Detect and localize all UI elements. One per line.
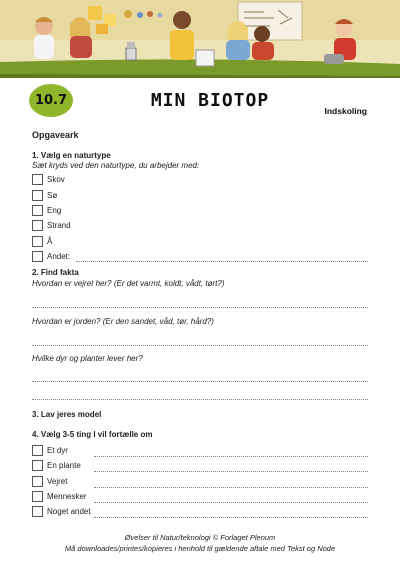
question-animals-plants: Hvilke dyr og planter lever her? — [32, 354, 143, 363]
question-soil: Hvordan er jorden? (Er den sandet, våd, tør, hård?) — [32, 317, 214, 326]
checkbox[interactable] — [32, 220, 43, 231]
option-label: Strand — [47, 221, 71, 230]
option-label: Noget andet — [47, 507, 91, 516]
option-strand[interactable] — [32, 219, 71, 232]
option-mennesker[interactable] — [32, 490, 87, 503]
answer-line[interactable] — [94, 456, 368, 457]
header-illustration — [0, 0, 400, 78]
checkbox[interactable] — [32, 174, 43, 185]
section-1-instruction: Sæt kryds ved den naturtype, du arbejder med: — [32, 161, 200, 170]
page-title: MIN BIOTOP — [150, 90, 270, 111]
option-en-plante[interactable] — [32, 459, 81, 472]
checkbox[interactable] — [32, 236, 43, 247]
option-andet[interactable] — [32, 250, 70, 263]
option-so[interactable] — [32, 189, 57, 202]
answer-line[interactable] — [94, 517, 368, 518]
option-vejret[interactable] — [32, 475, 67, 488]
option-et-dyr[interactable] — [32, 444, 68, 457]
option-noget-andet[interactable] — [32, 505, 91, 518]
option-label: Skov — [47, 175, 65, 184]
andet-answer-line[interactable] — [76, 261, 368, 262]
level-label: Indskoling — [324, 106, 367, 116]
lesson-number-badge: 10.7 — [29, 84, 73, 117]
answer-line[interactable] — [32, 399, 368, 400]
answer-line[interactable] — [94, 502, 368, 503]
checkbox[interactable] — [32, 251, 43, 262]
section-1-heading: 1. Vælg en naturtype — [32, 151, 111, 160]
answer-line[interactable] — [32, 345, 368, 346]
option-aa[interactable] — [32, 235, 52, 248]
answer-line[interactable] — [94, 487, 368, 488]
section-3-heading: 3. Lav jeres model — [32, 410, 102, 419]
checkbox[interactable] — [32, 190, 43, 201]
answer-line[interactable] — [32, 307, 368, 308]
checkbox[interactable] — [32, 445, 43, 456]
answer-line[interactable] — [32, 381, 368, 382]
option-skov[interactable] — [32, 173, 65, 186]
checkbox[interactable] — [32, 476, 43, 487]
checkbox[interactable] — [32, 491, 43, 502]
option-label: Et dyr — [47, 446, 68, 455]
checkbox[interactable] — [32, 506, 43, 517]
answer-line[interactable] — [94, 471, 368, 472]
footer-license: Må downloades/printes/kopieres i henhold til gældende aftale med Tekst og Node — [64, 544, 336, 553]
checkbox[interactable] — [32, 205, 43, 216]
question-weather: Hvordan er vejret her? (Er det varmt, koldt, vådt, tørt?) — [32, 279, 225, 288]
checkbox[interactable] — [32, 460, 43, 471]
option-eng[interactable] — [32, 204, 61, 217]
worksheet-label: Opgaveark — [32, 130, 79, 140]
option-label: Andet: — [47, 252, 71, 261]
option-label: Sø — [47, 191, 58, 200]
option-label: Eng — [47, 206, 62, 215]
option-label: Vejret — [47, 477, 68, 486]
footer-copyright: Øvelser til Natur/teknologi © Forlaget Plenum — [124, 533, 276, 542]
option-label: En plante — [47, 461, 81, 470]
section-4-heading: 4. Vælg 3-5 ting I vil fortælle om — [32, 430, 153, 439]
option-label: Mennesker — [47, 492, 87, 501]
section-2-heading: 2. Find fakta — [32, 268, 79, 277]
option-label: Å — [47, 237, 53, 246]
